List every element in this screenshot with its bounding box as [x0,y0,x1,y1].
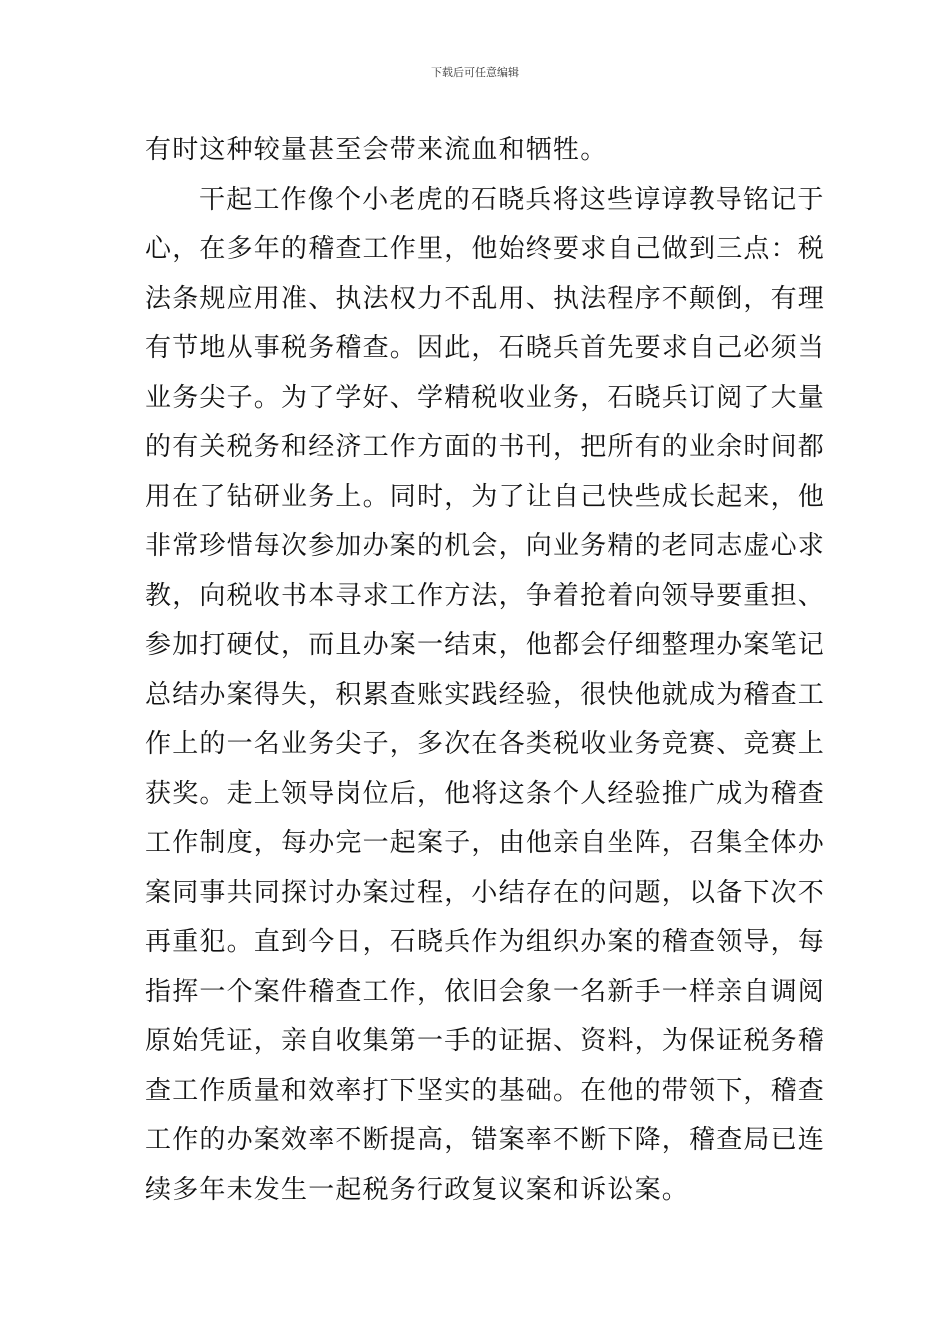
text-line: 工作制度，每办完一起案子，由他亲自坐阵，召集全体办 [145,828,826,858]
text-line: 续多年未发生一起税务行政复议案和诉讼案。 [145,1174,690,1205]
text-line: 工作的办案效率不断提高，错案率不断下降，稽查局已连 [145,1125,826,1155]
text-line: 总结办案得失，积累查账实践经验，很快他就成为稽查工 [145,679,826,710]
text-line: 查工作质量和效率打下坚实的基础。在他的带领下，稽查 [145,1075,826,1106]
text-line: 的有关税务和经济工作方面的书刊，把所有的业余时间都 [145,432,826,462]
document-body [145,126,826,1215]
text-line: 原始凭证，亲自收集第一手的证据、资料，为保证税务稽 [145,1026,826,1056]
page-header-note: 下载后可任意编辑 [431,66,519,79]
text-line: 参加打硬仗，而且办案一结束，他都会仔细整理办案笔记 [145,630,826,660]
paragraph-first-line: 干起工作像个小老虎的石晓兵将这些谆谆教导铭记于 [199,184,825,215]
text-line: 案同事共同探讨办案过程，小结存在的问题，以备下次不 [145,877,826,908]
text-line: 非常珍惜每次参加办案的机会，向业务精的老同志虚心求 [145,531,826,561]
text-line: 教，向税收书本寻求工作方法，争着抢着向领导要重担、 [145,580,826,611]
text-line: 有节地从事税务稽查。因此，石晓兵首先要求自己必须当 [145,333,826,363]
text-line: 心，在多年的稽查工作里，他始终要求自己做到三点：税 [145,234,826,264]
text-line: 指挥一个案件稽查工作，依旧会象一名新手一样亲自调阅 [145,976,826,1007]
text-line: 业务尖子。为了学好、学精税收业务，石晓兵订阅了大量 [145,382,826,413]
text-line: 获奖。走上领导岗位后，他将这条个人经验推广成为稽查 [145,778,826,809]
text-line: 用在了钻研业务上。同时，为了让自己快些成长起来，他 [145,481,826,512]
text-line: 作上的一名业务尖子，多次在各类税收业务竞赛、竞赛上 [145,729,826,759]
text-line: 再重犯。直到今日，石晓兵作为组织办案的稽查领导，每 [145,927,826,957]
text-line: 法条规应用准、执法权力不乱用、执法程序不颠倒，有理 [145,283,826,314]
text-line: 有时这种较量甚至会带来流血和牺牲。 [145,135,608,165]
